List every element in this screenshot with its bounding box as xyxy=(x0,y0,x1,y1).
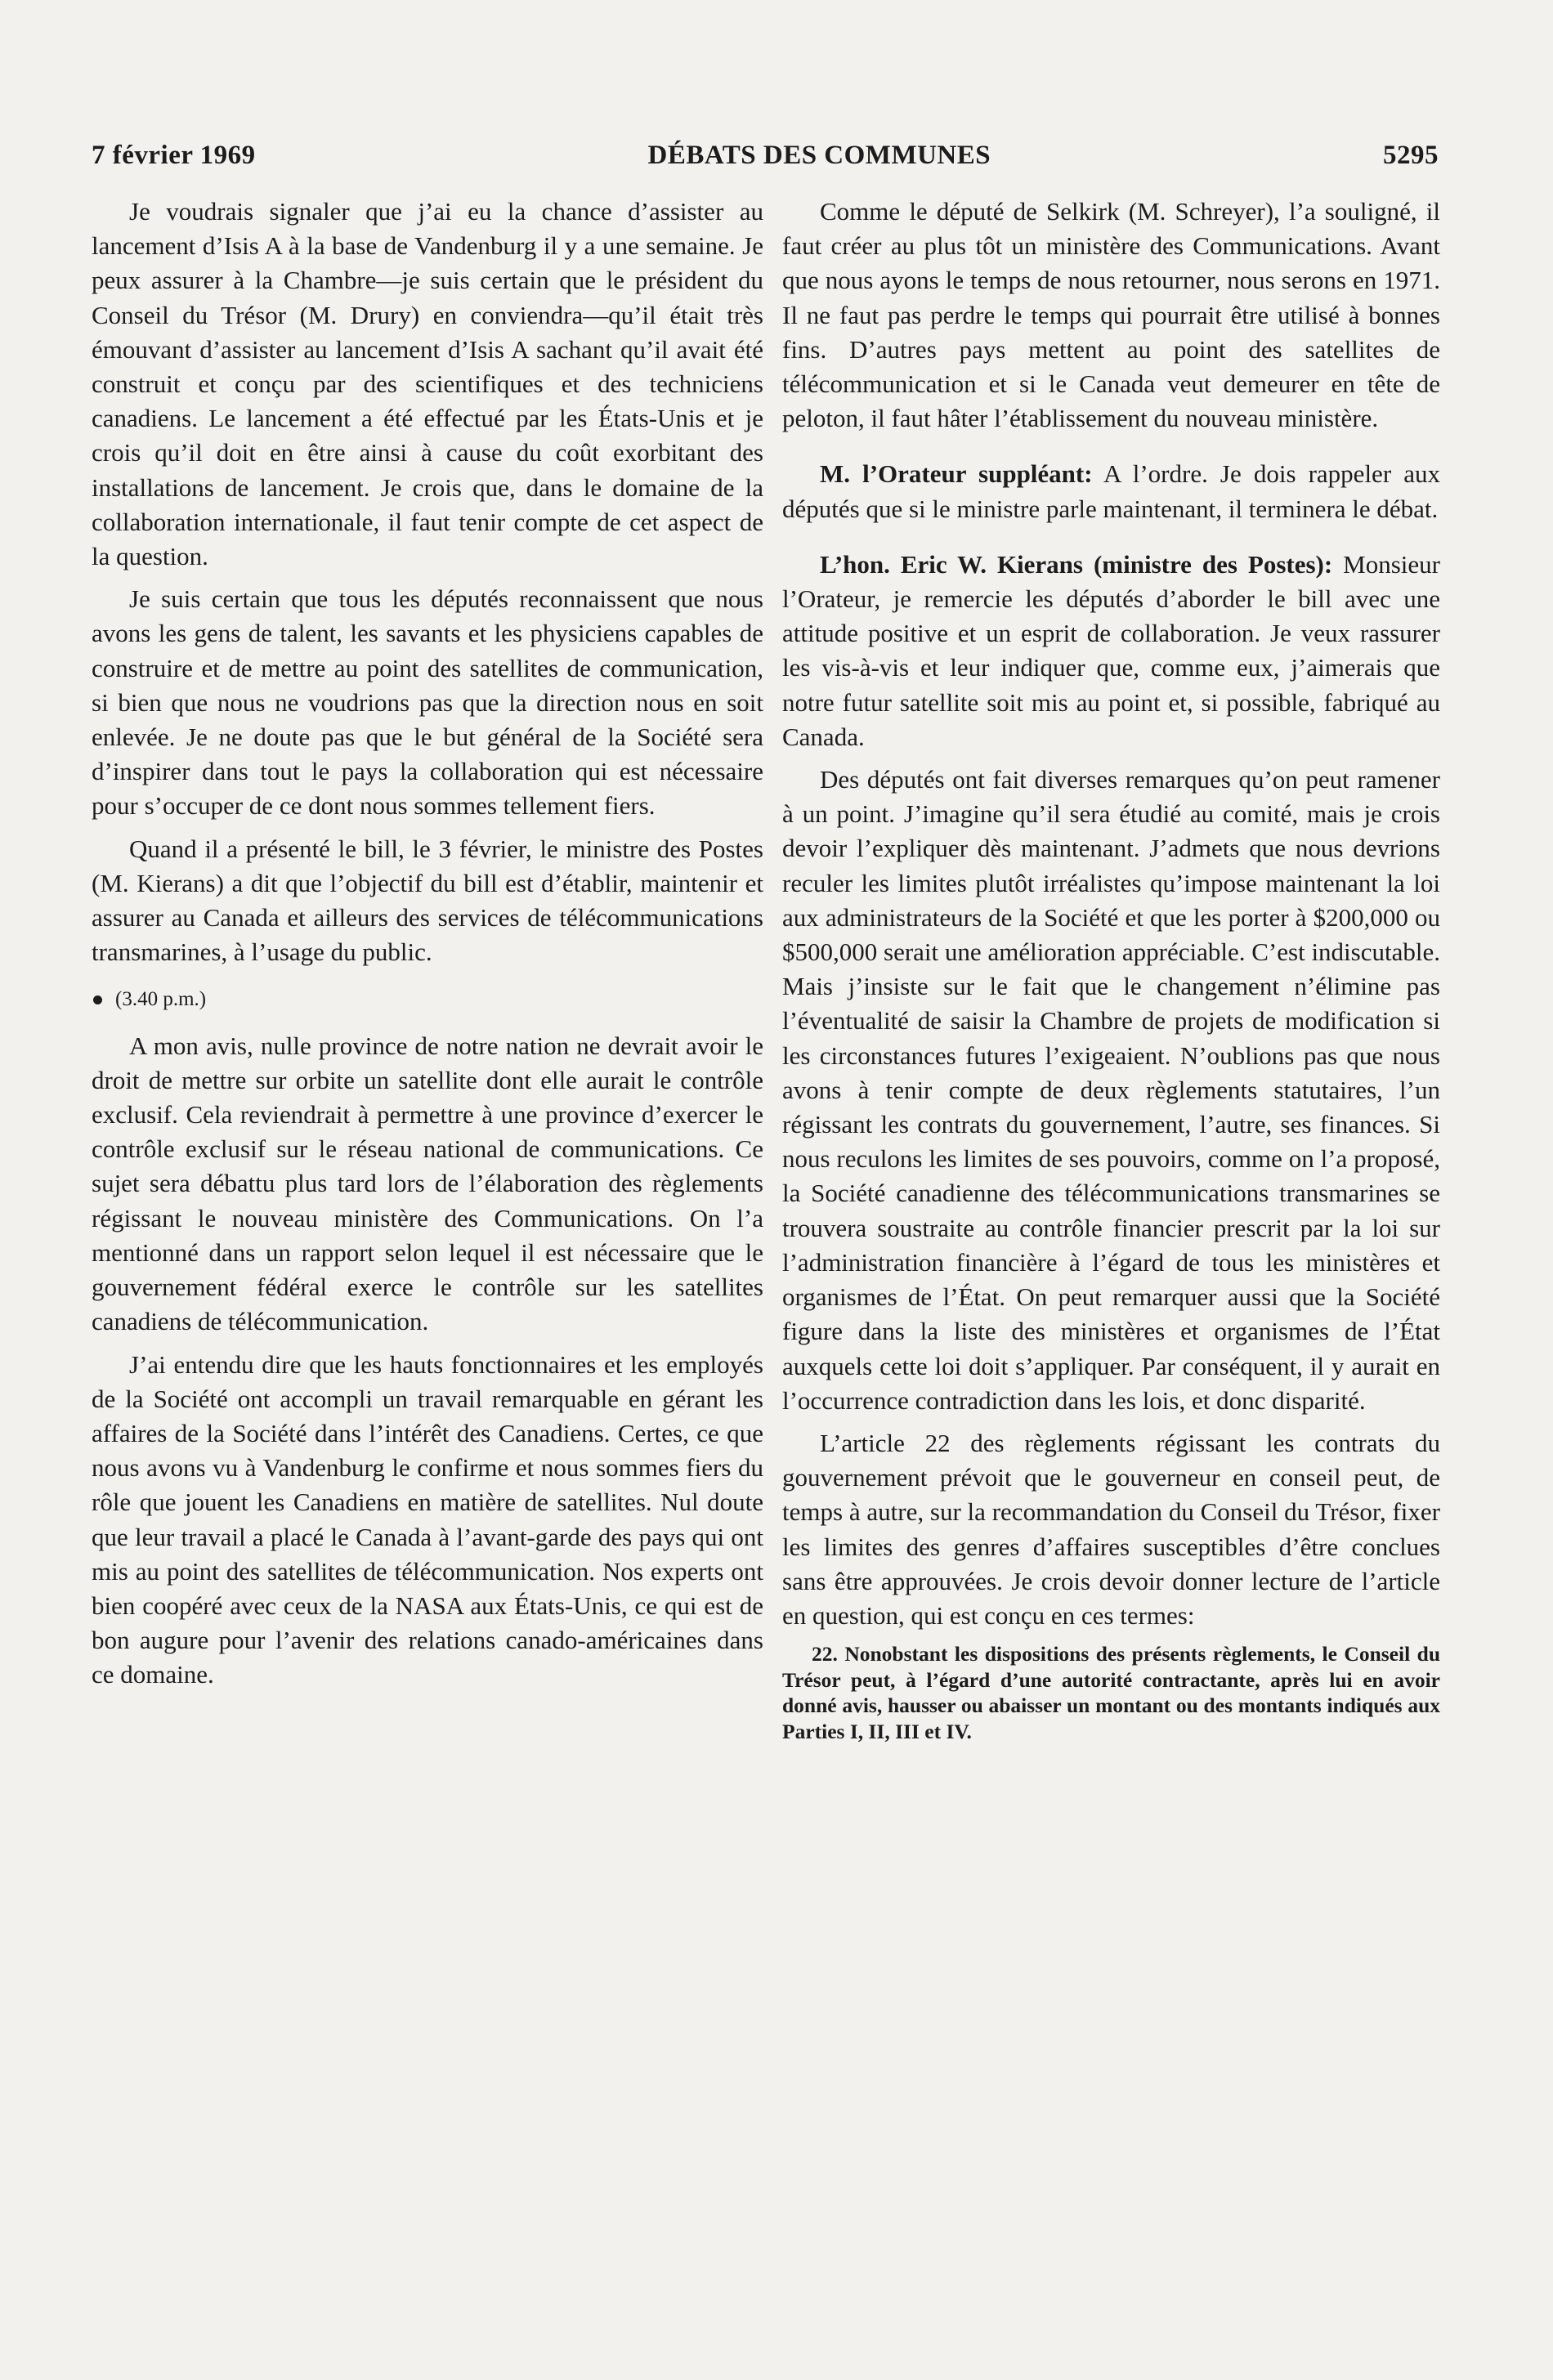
time-marker-text: (3.40 p.m.) xyxy=(115,988,207,1011)
paragraph: Je voudrais signaler que j’ai eu la chance d’assister au lancement d’Isis A à la base de Vandenburg il y a une semaine. Je peux assurer à la Chambre—je suis certain que le président du Conseil du Trésor (M. Drury) en conviendra—qu’il était très émouvant d’assister au lancement d’Isis A sachant qu’il avait été construit et conçu par des scientifiques et des techniciens canadiens. Le lancement a été effectué par les États-Unis et je crois qu’il doit en être ainsi à cause du coût exorbitant des installations de lancement. Je crois que, dans le domaine de la collaboration internationale, il faut tenir compte de cet aspect de la question. xyxy=(92,197,763,571)
bullet-icon xyxy=(93,995,102,1004)
header-date: 7 février 1969 xyxy=(92,141,256,170)
paragraph: A mon avis, nulle province de notre nation ne devrait avoir le droit de mettre sur orbite un satellite dont elle aurait le contrôle exclusif. Cela reviendrait à permettre à une province d’exercer le contrôle exclusif sur le réseau national de communications. Ce sujet sera débattu plus tard lors de l’élaboration des règlements régissant le nouveau ministère des Communications. On l’a mentionné dans un rapport selon lequel il est nécessaire que le gouvernement fédéral exerce le contrôle sur les satellites canadiens de télécommunication. xyxy=(92,1031,763,1336)
speaker-name: L’hon. Eric W. Kierans (ministre des Postes): xyxy=(820,549,1333,579)
time-marker xyxy=(92,982,763,1017)
speech-text: Monsieur l’Orateur, je remercie les députés d’aborder le bill avec une attitude positive et un esprit de collaboration. Je veux rassurer les vis-à-vis et leur indiquer que, comme eux, j’aimerais que notre futur satellite soit mis au point et, si possible, fabriqué au Canada. xyxy=(782,549,1440,751)
paragraph: Je suis certain que tous les députés reconnaissent que nous avons les gens de talent, les savants et les physiciens capables de construire et de mettre au point des satellites de communication, si bien que nous ne voudrions pas que la direction nous en soit enlevée. Je ne doute pas que le but général de la Société sera d’inspirer dans tout le pays la collaboration qui est nécessaire pour s’occuper de ce dont nous sommes tellement fiers. xyxy=(92,584,763,821)
header-page-number: 5295 xyxy=(1383,141,1439,170)
paragraph: J’ai entendu dire que les hauts fonctionnaires et les employés de la Société ont accompli un travail remarquable en gérant les affaires de la Société dans l’intérêt des Canadiens. Certes, ce que nous avons vu à Vandenburg le confirme et nous sommes fiers du rôle que jouent les Canadiens en matière de satellites. Nul doute que leur travail a placé le Canada à l’avant-garde des pays qui ont mis au point des satellites de télécommunication. Nos experts ont bien coopéré avec ceux de la NASA aux États-Unis, ce qui est de bon augure pour l’avenir des relations canado-américaines dans ce domaine. xyxy=(92,1349,763,1689)
paragraph: L’article 22 des règlements régissant les contrats du gouvernement prévoit que le gouverneur en conseil peut, de temps à autre, sur la recommandation du Conseil du Trésor, fixer les limites des genres d’affaires susceptibles d’être conclues sans être approuvées. Je crois devoir donner lecture de l’article en question, qui est conçu en ces termes: xyxy=(782,1428,1440,1630)
left-column xyxy=(92,195,763,1693)
header-title: DÉBATS DES COMMUNES xyxy=(647,141,991,170)
speaker-name: M. l’Orateur suppléant: xyxy=(820,459,1093,489)
page-header xyxy=(92,141,1439,171)
paragraph: Comme le député de Selkirk (M. Schreyer), l’a souligné, il faut créer au plus tôt un ministère des Communications. Avant que nous ayons le temps de nous retourner, nous serons en 1971. Il ne faut pas perdre le temps qui pourrait être utilisé à bonnes fins. D’autres pays mettent au point des satellites de télécommunication et si le Canada veut demeurer en tête de peloton, il faut hâter l’établissement du nouveau ministère. xyxy=(782,197,1440,433)
paragraph: Quand il a présenté le bill, le 3 février, le ministre des Postes (M. Kierans) a dit que l’objectif du bill est d’établir, maintenir et assurer au Canada et ailleurs des services de télécommunications transmarines, à l’usage du public. xyxy=(92,834,763,967)
paragraph: Des députés ont fait diverses remarques qu’on peut ramener à un point. J’imagine qu’il sera étudié au comité, mais je crois devoir l’expliquer dès maintenant. J’admets que nous devrions reculer les limites plutôt irréalistes qu’impose maintenant la loi aux administrateurs de la Société et que les porter à $200,000 ou $500,000 serait une amélioration appréciable. C’est indiscutable. Mais j’insiste sur le fait que le changement n’élimine pas l’éventualité de saisir la Chambre de projets de modification si les circonstances futures l’exigeaient. N’oublions pas que nous avons à tenir compte de deux règlements statutaires, l’un régissant les contrats du gouvernement, l’autre, ses finances. Si nous reculons les limites de ses pouvoirs, comme on l’a proposé, la Société canadienne des télécommunications transmarines se trouvera soustraite au contrôle financier prescrit par la loi sur l’administration financière à l’égard de tous les ministères et organismes de l’État. On peut remarquer aussi que la Société figure dans la liste des ministères et organismes de l’État auxquels cette loi doit s’appliquer. Par conséquent, il y aurait en l’occurrence contradiction dans les lois, et donc disparité. xyxy=(782,765,1440,1415)
right-column xyxy=(782,195,1440,1744)
speech-paragraph xyxy=(782,457,1440,526)
speech-paragraph xyxy=(782,548,1440,754)
quoted-regulation: 22. Nonobstant les dispositions des présents règlements, le Conseil du Trésor peut, à l’égard d’une autorité contractante, après lui en avoir donné avis, hausser ou abaisser un montant ou des montants indiqués aux Parties I, II, III et IV. xyxy=(782,1642,1440,1743)
speech-text: A l’ordre. Je dois rappeler aux députés que si le ministre parle maintenant, il terminera le débat. xyxy=(782,459,1440,523)
